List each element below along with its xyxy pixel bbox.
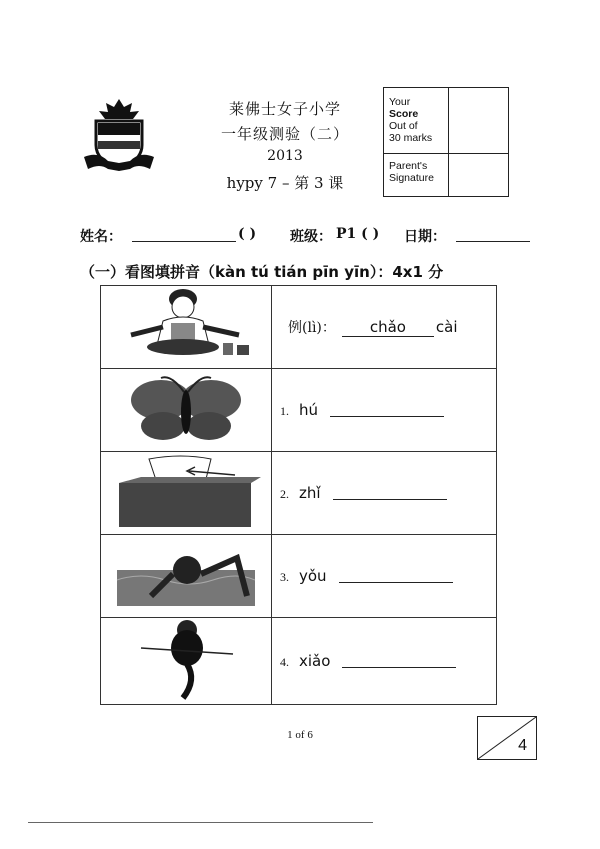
answer-blank[interactable] (330, 416, 444, 417)
chef-cooking-icon (111, 287, 261, 363)
footer-divider (28, 822, 373, 823)
lesson-title: hypy 7 – 第 3 课 (226, 174, 344, 192)
test-year: 2013 (267, 148, 303, 164)
tissue-box-icon (111, 453, 261, 529)
class-label: 班级： (290, 229, 332, 245)
question-answer-cell: 2. zhǐ (272, 452, 497, 535)
question-picture (101, 618, 272, 705)
pinyin-question-table (100, 285, 497, 705)
question-answer-cell: 1. hú (272, 369, 497, 452)
answer-blank[interactable] (339, 582, 453, 583)
answer-blank[interactable] (342, 667, 456, 668)
date-label: 日期： (404, 229, 446, 245)
question-answer-cell: 3. yǒu (272, 535, 497, 618)
question-picture (101, 369, 272, 452)
swimmer-icon (111, 536, 261, 612)
page-score-box (477, 716, 537, 760)
your-score-label: Your Score Out of 30 marks (389, 96, 433, 144)
school-crest-icon (78, 95, 160, 177)
question-row (101, 452, 497, 535)
question-picture (101, 535, 272, 618)
page-score: 4 (518, 737, 527, 754)
example-answer: chǎo (342, 318, 434, 337)
example-picture (101, 286, 272, 369)
school-name: 莱佛士女子小学 (228, 100, 341, 118)
page-number: 1 of 6 (287, 729, 313, 741)
question-answer-cell: 4. xiǎo (272, 618, 497, 705)
example-row (101, 286, 497, 369)
section-title: （一）看图填拼音（kàn tú tián pīn yīn）：4x1 分 (80, 263, 444, 281)
score-box (383, 87, 509, 197)
class-field[interactable]: P1 ( ) (336, 226, 380, 242)
question-row (101, 618, 497, 705)
question-row (101, 535, 497, 618)
butterfly-icon (121, 370, 251, 446)
example-given: cài (435, 318, 458, 336)
question-picture (101, 452, 272, 535)
name-number-paren: ( ) (238, 226, 257, 242)
question-row (101, 369, 497, 452)
tadpole-icon (121, 618, 251, 700)
date-field[interactable] (456, 227, 530, 242)
name-label: 姓名： (80, 229, 122, 245)
test-name: 一年级测验（二） (220, 125, 349, 143)
example-answer-cell: 例(lì)： chǎo cài (272, 286, 497, 369)
answer-blank[interactable] (333, 499, 447, 500)
parent-signature-label: Parent's Signature (389, 160, 434, 184)
diagonal-line-icon (478, 717, 536, 759)
name-field[interactable] (132, 227, 236, 242)
